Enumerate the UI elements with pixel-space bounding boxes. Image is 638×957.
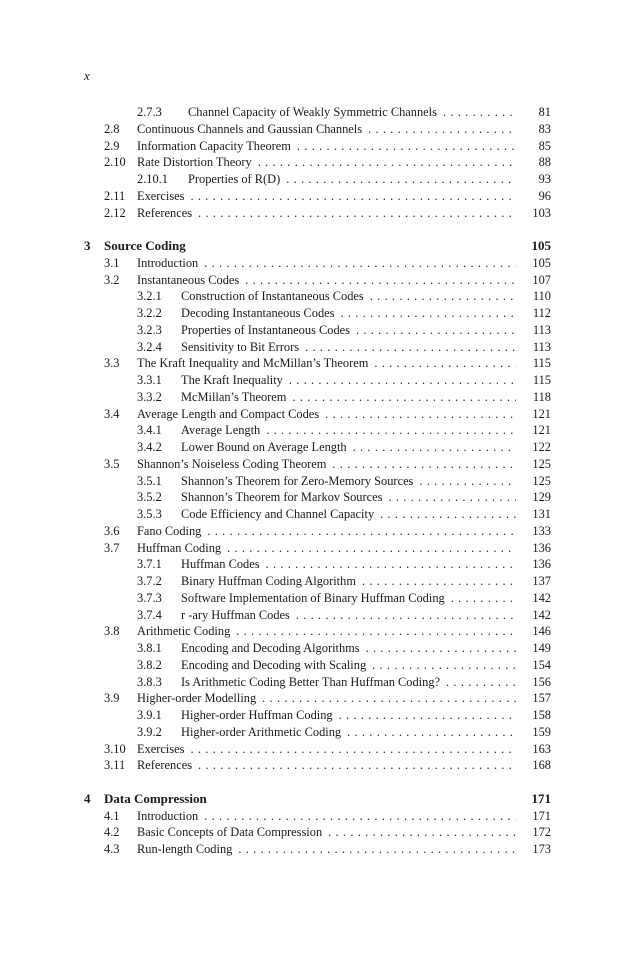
toc-entry-number: 3.2.3 <box>137 322 162 337</box>
toc-page-number: 110 <box>532 289 551 304</box>
toc-entry-number: 3.3.2 <box>137 389 162 404</box>
toc-entry-title: References <box>137 757 198 774</box>
dot-leader <box>451 590 516 607</box>
toc-page-number: 112 <box>532 306 551 320</box>
dot-leader <box>286 171 516 188</box>
toc-entry-number: 2.9 <box>104 138 120 153</box>
toc-entry-title: Huffman Codes <box>181 556 266 573</box>
toc-page-number: 137 <box>532 574 551 588</box>
toc-entry-number: 3.7.1 <box>137 557 162 572</box>
dot-leader <box>258 154 516 171</box>
toc-entry-number: 3.5 <box>104 456 120 471</box>
toc-page-number: 136 <box>532 540 551 555</box>
toc-entry-body <box>181 305 516 322</box>
dot-leader <box>339 707 516 724</box>
toc-entry-body <box>181 422 516 439</box>
toc-entry-title: Decoding Instantaneous Codes <box>181 305 340 322</box>
dot-leader <box>325 406 516 423</box>
toc-chapter-row[interactable] <box>0 791 638 808</box>
toc-page-number: 83 <box>538 121 551 136</box>
page-folio: x <box>84 68 90 83</box>
toc-page-number: 122 <box>532 440 551 454</box>
toc-entry-row[interactable] <box>0 188 638 205</box>
toc-page-number: 171 <box>532 808 551 823</box>
toc-entry-body <box>137 121 516 138</box>
dot-leader <box>207 523 516 540</box>
toc-page-number: 158 <box>532 708 551 722</box>
dot-leader <box>190 188 516 205</box>
toc-page-number: 154 <box>532 657 551 672</box>
toc-entry-number: 4.2 <box>104 825 120 840</box>
toc-entry-title: Exercises <box>137 741 190 758</box>
toc-entry-row[interactable] <box>0 104 638 121</box>
toc-entry-number: 2.11 <box>104 188 126 203</box>
toc-spacer <box>0 221 638 238</box>
toc-entry-number: 3.5.3 <box>137 507 162 521</box>
toc-entry-title: Software Implementation of Binary Huffman Coding <box>181 590 451 607</box>
toc-entry-row[interactable] <box>0 590 638 607</box>
toc-entry-title: The Kraft Inequality <box>181 372 289 389</box>
toc-page-number: 115 <box>532 373 551 387</box>
toc-entry-row[interactable] <box>0 841 638 858</box>
toc-entry-row[interactable] <box>0 674 638 691</box>
toc-entry-number: 2.10 <box>104 155 126 170</box>
toc-page-number: 81 <box>538 105 551 119</box>
toc-entry-row[interactable] <box>0 741 638 758</box>
toc-entry-body <box>137 188 516 205</box>
toc-entry-number: 4.1 <box>104 808 120 823</box>
toc-entry-row[interactable] <box>0 724 638 741</box>
toc-entry-row[interactable] <box>0 171 638 188</box>
toc-entry-number: 3.7.2 <box>137 574 162 588</box>
toc-entry-body <box>181 489 516 506</box>
toc-entry-body <box>181 556 516 573</box>
toc-page-number: 142 <box>532 590 551 605</box>
toc-entry-number: 3.9.1 <box>137 708 162 722</box>
toc-entry-row[interactable] <box>0 489 638 506</box>
dot-leader <box>366 640 516 657</box>
toc-page-number: 107 <box>532 272 551 287</box>
toc-entry-row[interactable] <box>0 808 638 825</box>
toc-entry-body <box>181 339 516 356</box>
toc-entry-title: Basic Concepts of Data Compression <box>137 824 328 841</box>
toc-entry-row[interactable] <box>0 556 638 573</box>
dot-leader <box>356 322 516 339</box>
toc-entry-title: Huffman Coding <box>137 540 227 557</box>
toc-entry-row[interactable] <box>0 473 638 490</box>
toc-entry-number: 3.7.4 <box>137 607 162 622</box>
toc-entry-number: 3.11 <box>104 758 126 773</box>
toc-page-number: 121 <box>532 406 551 421</box>
toc-entry-row[interactable] <box>0 623 638 640</box>
toc-entry-row[interactable] <box>0 272 638 289</box>
toc-page-number: 125 <box>532 456 551 471</box>
dot-leader <box>370 288 516 305</box>
dot-leader <box>368 121 516 138</box>
toc-entry-number: 3.2 <box>104 272 120 287</box>
toc-entry-number: 2.10.1 <box>137 172 168 186</box>
toc-entry-row[interactable] <box>0 205 638 222</box>
toc-entry-title: Continuous Channels and Gaussian Channels <box>137 121 368 138</box>
dot-leader <box>204 808 516 825</box>
toc-entry-body <box>137 138 516 155</box>
toc-entry-title: Shannon’s Theorem for Markov Sources <box>181 489 388 506</box>
toc-entry-body <box>137 623 516 640</box>
toc-spacer <box>0 774 638 791</box>
toc-entry-body <box>181 389 516 406</box>
toc-entry-row[interactable] <box>0 389 638 406</box>
toc-entry-number: 3.7 <box>104 540 120 555</box>
dot-leader <box>388 489 516 506</box>
toc-entry-title: Shannon’s Theorem for Zero-Memory Sources <box>181 473 419 490</box>
toc-page-number: 115 <box>532 356 551 371</box>
toc-entry-number: 3.4.2 <box>137 440 162 454</box>
toc-entry-body <box>181 473 516 490</box>
dot-leader <box>328 824 516 841</box>
toc-entry-title: r -ary Huffman Codes <box>181 607 296 624</box>
toc-entry-body <box>181 573 516 590</box>
toc-entry-row[interactable] <box>0 355 638 372</box>
dot-leader <box>443 104 516 121</box>
toc-entry-body <box>137 741 516 758</box>
toc-entry-title: Binary Huffman Coding Algorithm <box>181 573 362 590</box>
dot-leader <box>380 506 516 523</box>
toc-chapter-row[interactable] <box>0 238 638 255</box>
toc-entry-number: 4.3 <box>104 842 120 856</box>
toc-entry-number: 3.9.2 <box>137 724 162 739</box>
toc-entry-body <box>137 255 516 272</box>
toc-entry-title: McMillan’s Theorem <box>181 389 292 406</box>
toc-entry-body <box>104 791 516 808</box>
toc-entry-title: Average Length <box>181 422 266 439</box>
toc-entry-number: 3.3.1 <box>137 373 162 387</box>
toc-entry-title: Sensitivity to Bit Errors <box>181 339 305 356</box>
toc-entry-row[interactable] <box>0 456 638 473</box>
toc-entry-title: Code Efficiency and Channel Capacity <box>181 506 380 523</box>
toc-entry-title: Properties of R(D) <box>188 171 286 188</box>
toc-page-number: 173 <box>532 842 551 856</box>
toc-page-number: 85 <box>538 138 551 153</box>
toc-page-number: 157 <box>532 691 551 706</box>
toc-entry-row[interactable] <box>0 657 638 674</box>
toc-entry-title: Properties of Instantaneous Codes <box>181 322 356 339</box>
toc-entry-title: Introduction <box>137 808 204 825</box>
toc-entry-body <box>137 355 516 372</box>
toc-entry-number: 3.4 <box>104 406 120 421</box>
toc-entry-title: Is Arithmetic Coding Better Than Huffman Coding? <box>181 674 446 691</box>
toc-entry-body <box>181 288 516 305</box>
toc-entry-row[interactable] <box>0 540 638 557</box>
toc-entry-body <box>181 657 516 674</box>
toc-entry-row[interactable] <box>0 439 638 456</box>
toc-page-number: 129 <box>532 490 551 505</box>
toc-entry-number: 3.5.1 <box>137 473 162 488</box>
dot-leader <box>262 690 516 707</box>
toc-entry-body <box>181 506 516 523</box>
toc-entry-body <box>137 205 516 222</box>
toc-entry-body <box>137 456 516 473</box>
toc-entry-number: 3.8.3 <box>137 674 162 689</box>
toc-entry-body <box>137 841 516 858</box>
toc-entry-body <box>181 607 516 624</box>
toc-entry-number: 3.2.1 <box>137 289 162 304</box>
toc-page-number: 96 <box>538 188 551 203</box>
dot-leader <box>227 540 516 557</box>
toc-entry-body <box>188 171 516 188</box>
toc-entry-row[interactable] <box>0 288 638 305</box>
toc-entry-body <box>181 590 516 607</box>
toc-page-number: 105 <box>531 238 551 253</box>
toc-entry-number: 3.8.1 <box>137 641 162 655</box>
toc-entry-body <box>181 439 516 456</box>
toc-entry-body <box>181 707 516 724</box>
toc-entry-row[interactable] <box>0 607 638 624</box>
dot-leader <box>362 573 516 590</box>
toc-entry-body <box>104 238 516 255</box>
toc-entry-title: Exercises <box>137 188 190 205</box>
toc-entry-number: 3.8 <box>104 624 120 639</box>
dot-leader <box>332 456 516 473</box>
toc-entry-body <box>137 406 516 423</box>
toc-entry-number: 3.1 <box>104 255 120 270</box>
dot-leader <box>347 724 516 741</box>
toc-entry-number: 2.12 <box>104 205 126 220</box>
toc-entry-title: Shannon’s Noiseless Coding Theorem <box>137 456 332 473</box>
toc-entry-row[interactable] <box>0 707 638 724</box>
toc-entry-number: 3.3 <box>104 356 120 371</box>
toc-page-number: 113 <box>532 339 551 354</box>
dot-leader <box>266 556 516 573</box>
toc-entry-number: 3 <box>84 238 91 253</box>
toc-entry-title: Higher-order Modelling <box>137 690 262 707</box>
toc-entry-number: 3.6 <box>104 523 120 538</box>
dot-leader <box>372 657 516 674</box>
dot-leader <box>419 473 516 490</box>
toc-page-number: 88 <box>538 155 551 170</box>
toc-entry-row[interactable] <box>0 406 638 423</box>
toc-page-number: 93 <box>538 172 551 186</box>
dot-leader <box>198 757 516 774</box>
toc-entry-row[interactable] <box>0 154 638 171</box>
dot-leader <box>198 205 516 222</box>
toc-entry-number: 3.2.4 <box>137 339 162 354</box>
dot-leader <box>340 305 516 322</box>
toc-entry-row[interactable] <box>0 573 638 590</box>
dot-leader <box>353 439 516 456</box>
dot-leader <box>446 674 516 691</box>
toc-entry-title: Channel Capacity of Weakly Symmetric Channels <box>188 104 443 121</box>
dot-leader <box>296 607 516 624</box>
toc-entry-title: Construction of Instantaneous Codes <box>181 288 370 305</box>
toc-entry-number: 3.9 <box>104 691 120 706</box>
toc-page-number: 118 <box>532 389 551 404</box>
toc-page-number: 113 <box>532 322 551 337</box>
toc-entry-body <box>137 757 516 774</box>
toc-entry-row[interactable] <box>0 422 638 439</box>
toc-page-number: 142 <box>532 607 551 622</box>
toc-entry-body <box>137 540 516 557</box>
toc-entry-row[interactable] <box>0 506 638 523</box>
toc-entry-number: 3.7.3 <box>137 590 162 605</box>
toc-entry-title: The Kraft Inequality and McMillan’s Theorem <box>137 355 374 372</box>
dot-leader <box>297 138 516 155</box>
toc-entry-body <box>137 154 516 171</box>
toc-entry-title: Instantaneous Codes <box>137 272 245 289</box>
toc-entry-number: 3.5.2 <box>137 490 162 505</box>
toc-entry-row[interactable] <box>0 121 638 138</box>
toc-entry-body <box>181 640 516 657</box>
toc-page-number: 136 <box>532 557 551 572</box>
toc-entry-number: 2.8 <box>104 121 120 136</box>
toc-page-number: 125 <box>532 473 551 488</box>
toc-page-number: 171 <box>531 790 551 806</box>
toc-page-number: 149 <box>532 641 551 655</box>
toc-page-number: 133 <box>532 523 551 538</box>
toc-entry-body <box>181 724 516 741</box>
toc-entry-body <box>181 674 516 691</box>
toc-entry-number: 3.8.2 <box>137 657 162 672</box>
toc-entry-body <box>137 690 516 707</box>
toc-entry-body <box>137 523 516 540</box>
toc-page-number: 105 <box>532 255 551 270</box>
toc-entry-title: Higher-order Arithmetic Coding <box>181 724 347 741</box>
dot-leader <box>289 372 516 389</box>
toc-entry-body <box>181 372 516 389</box>
toc-entry-title: Encoding and Decoding Algorithms <box>181 640 366 657</box>
table-of-contents <box>0 104 638 858</box>
dot-leader <box>245 272 516 289</box>
dot-leader <box>292 389 516 406</box>
toc-entry-title: Run-length Coding <box>137 841 238 858</box>
dot-leader <box>305 339 516 356</box>
toc-entry-title: Encoding and Decoding with Scaling <box>181 657 372 674</box>
toc-entry-number: 4 <box>84 790 91 806</box>
toc-page-number: 146 <box>532 624 551 639</box>
toc-entry-body <box>188 104 516 121</box>
toc-entry-row[interactable] <box>0 138 638 155</box>
toc-entry-number: 3.10 <box>104 741 126 756</box>
toc-entry-row[interactable] <box>0 322 638 339</box>
toc-entry-title: References <box>137 205 198 222</box>
toc-page-number: 163 <box>532 741 551 756</box>
toc-entry-number: 3.4.1 <box>137 423 162 438</box>
dot-leader <box>236 623 516 640</box>
toc-entry-row[interactable] <box>0 372 638 389</box>
toc-page-number: 168 <box>532 758 551 773</box>
toc-entry-body <box>137 808 516 825</box>
toc-entry-row[interactable] <box>0 255 638 272</box>
toc-entry-title: Higher-order Huffman Coding <box>181 707 339 724</box>
toc-page-number: 159 <box>532 724 551 739</box>
toc-entry-title: Information Capacity Theorem <box>137 138 297 155</box>
toc-page-number: 172 <box>532 825 551 840</box>
toc-entry-title: Fano Coding <box>137 523 207 540</box>
toc-entry-row[interactable] <box>0 757 638 774</box>
toc-entry-title: Data Compression <box>104 791 213 808</box>
toc-entry-number: 2.7.3 <box>137 105 162 119</box>
toc-entry-title: Rate Distortion Theory <box>137 154 258 171</box>
toc-entry-row[interactable] <box>0 523 638 540</box>
dot-leader <box>266 422 516 439</box>
toc-page-number: 131 <box>532 507 551 521</box>
toc-entry-row[interactable] <box>0 640 638 657</box>
dot-leader <box>204 255 516 272</box>
toc-entry-title: Introduction <box>137 255 204 272</box>
dot-leader <box>190 741 516 758</box>
toc-entry-title: Lower Bound on Average Length <box>181 439 353 456</box>
dot-leader <box>238 841 516 858</box>
toc-entry-row[interactable] <box>0 824 638 841</box>
toc-entry-number: 3.2.2 <box>137 306 162 320</box>
toc-entry-row[interactable] <box>0 339 638 356</box>
toc-entry-title: Arithmetic Coding <box>137 623 236 640</box>
toc-entry-title: Average Length and Compact Codes <box>137 406 325 423</box>
toc-entry-body <box>181 322 516 339</box>
toc-entry-title: Source Coding <box>104 238 192 255</box>
toc-page-number: 121 <box>532 423 551 438</box>
toc-page-number: 103 <box>532 205 551 220</box>
toc-page-number: 156 <box>532 674 551 689</box>
dot-leader <box>374 355 516 372</box>
toc-entry-row[interactable] <box>0 690 638 707</box>
toc-entry-body <box>137 272 516 289</box>
toc-entry-row[interactable] <box>0 305 638 322</box>
toc-entry-body <box>137 824 516 841</box>
